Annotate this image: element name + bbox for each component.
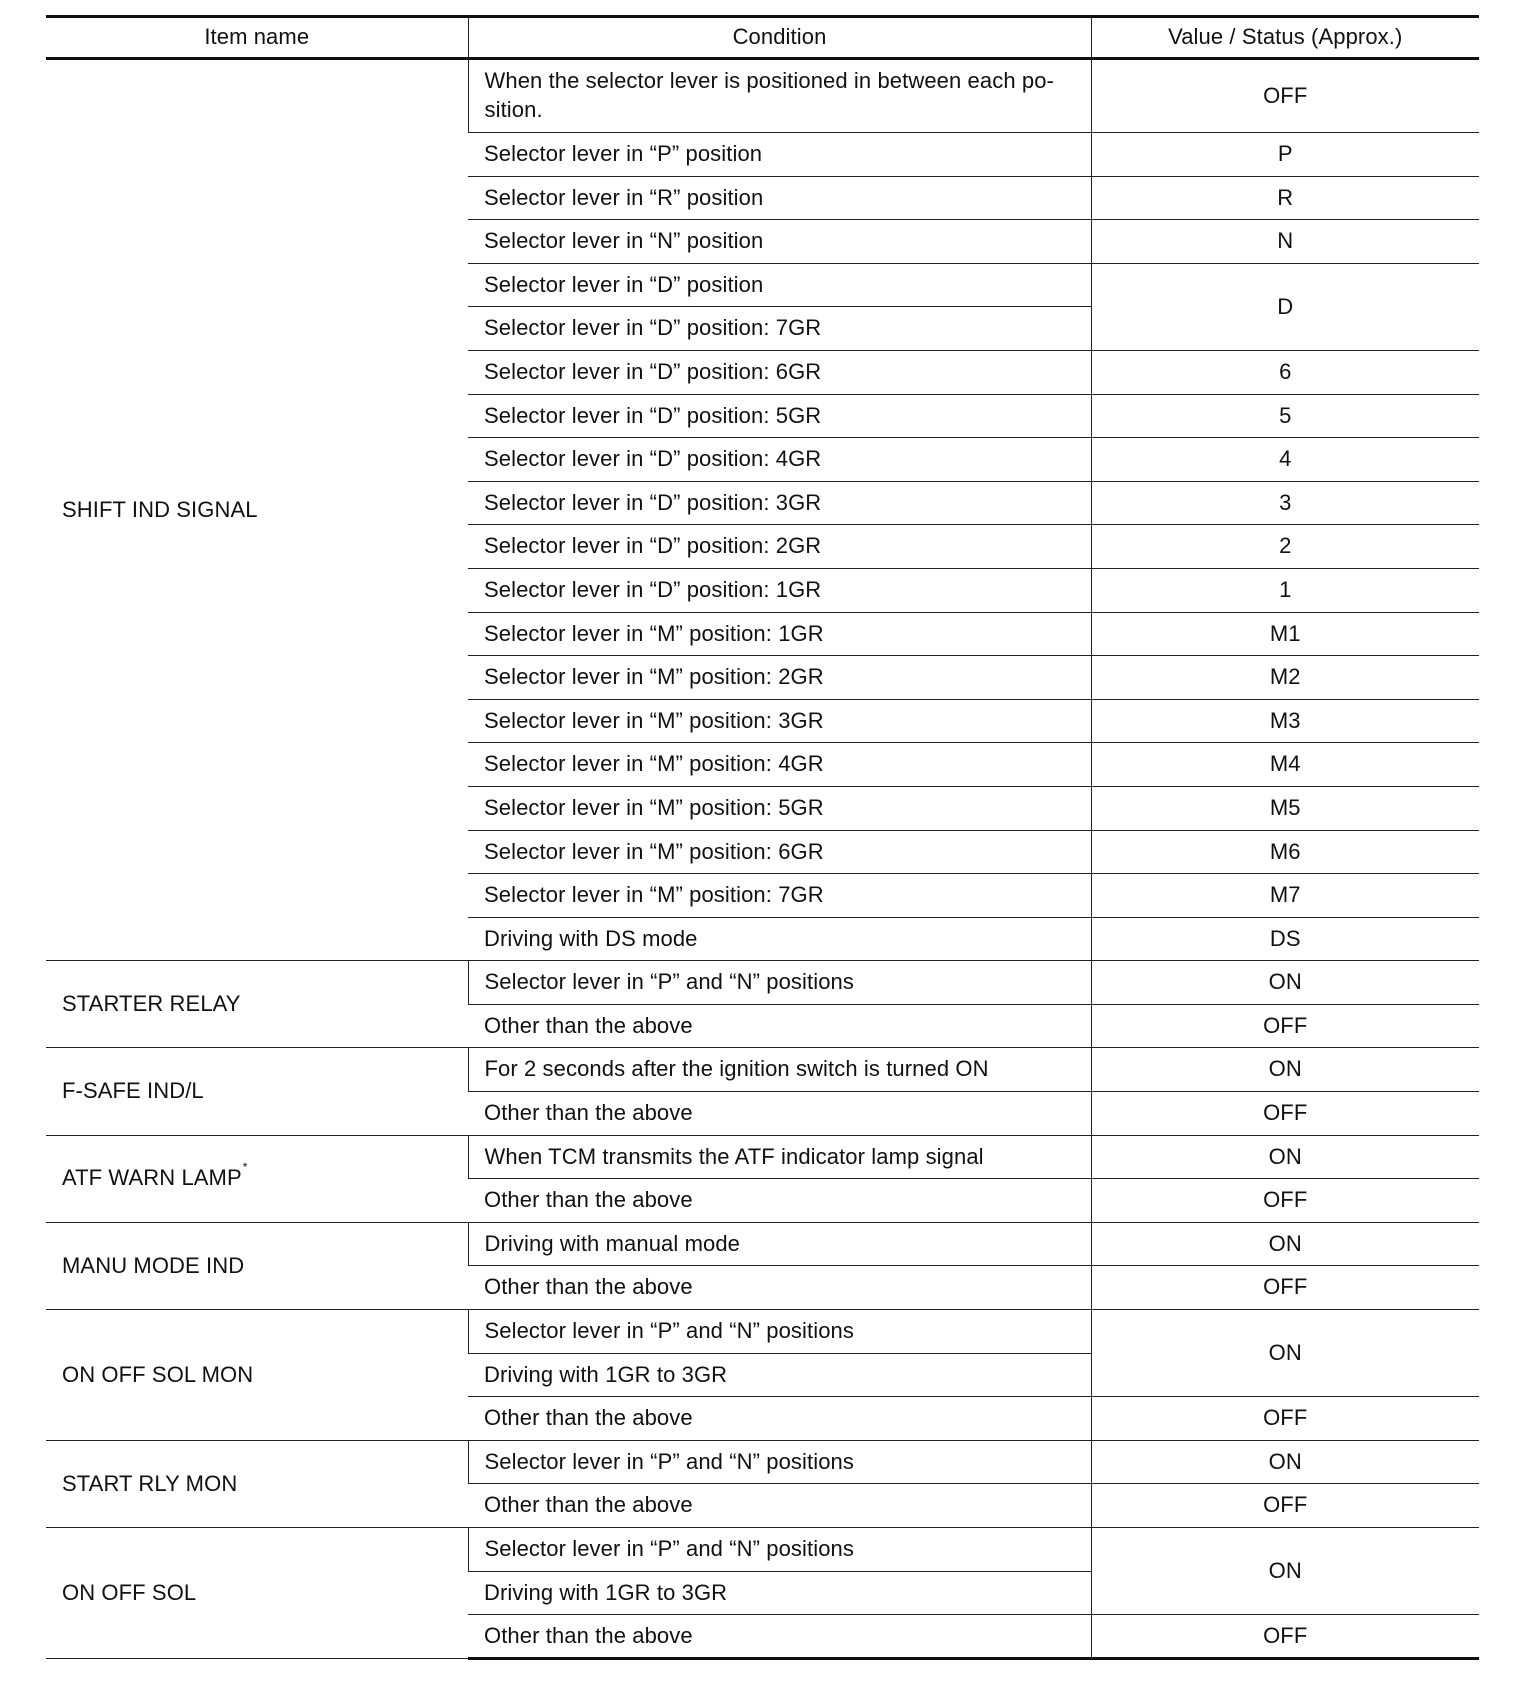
item-name-cell <box>46 1440 468 1527</box>
value-cell: M6 <box>1091 830 1479 874</box>
item-name-cell <box>46 1528 468 1659</box>
value-cell: D <box>1091 263 1479 350</box>
condition-cell: Selector lever in “D” position <box>468 263 1091 307</box>
condition-cell: Selector lever in “D” position: 1GR <box>468 568 1091 612</box>
condition-cell: Selector lever in “D” position: 5GR <box>468 394 1091 438</box>
value-cell: ON <box>1091 1528 1479 1615</box>
spec-table <box>46 15 1479 1660</box>
item-name-text: STARTER RELAY <box>62 991 241 1017</box>
condition-cell: Other than the above <box>468 1092 1091 1136</box>
value-cell: ON <box>1091 961 1479 1005</box>
condition-cell: Selector lever in “D” position: 6GR <box>468 350 1091 394</box>
value-cell: OFF <box>1091 1484 1479 1528</box>
condition-cell: Other than the above <box>468 1397 1091 1441</box>
condition-cell: Selector lever in “P” and “N” positions <box>468 1528 1091 1572</box>
item-name-cell <box>46 961 468 1048</box>
value-cell: OFF <box>1091 1092 1479 1136</box>
value-cell: ON <box>1091 1048 1479 1092</box>
value-cell: M4 <box>1091 743 1479 787</box>
value-cell: DS <box>1091 917 1479 961</box>
table-row <box>46 59 1479 133</box>
condition-cell: Other than the above <box>468 1004 1091 1048</box>
condition-cell: Selector lever in “R” position <box>468 176 1091 220</box>
value-cell: 4 <box>1091 438 1479 482</box>
condition-cell: When the selector lever is positioned in between each po- sition. <box>468 59 1091 133</box>
value-cell: 1 <box>1091 568 1479 612</box>
footnote-marker: * <box>242 1160 248 1175</box>
condition-cell: Selector lever in “P” and “N” positions <box>468 1440 1091 1484</box>
value-cell: OFF <box>1091 1615 1479 1659</box>
value-cell: ON <box>1091 1135 1479 1179</box>
condition-cell: Driving with manual mode <box>468 1222 1091 1266</box>
value-cell: OFF <box>1091 1397 1479 1441</box>
condition-cell: Selector lever in “N” position <box>468 220 1091 264</box>
value-cell: N <box>1091 220 1479 264</box>
value-cell: OFF <box>1091 1004 1479 1048</box>
condition-cell: Driving with 1GR to 3GR <box>468 1353 1091 1397</box>
item-name-text: F-SAFE IND/L <box>62 1078 204 1104</box>
condition-cell: Driving with DS mode <box>468 917 1091 961</box>
item-name-text: ON OFF SOL <box>62 1579 197 1605</box>
condition-cell: Selector lever in “M” position: 3GR <box>468 699 1091 743</box>
condition-cell: For 2 seconds after the ignition switch is turned ON <box>468 1048 1091 1092</box>
condition-cell: Selector lever in “M” position: 7GR <box>468 874 1091 918</box>
item-name-text: SHIFT IND SIGNAL <box>62 496 258 522</box>
condition-cell: Other than the above <box>468 1615 1091 1659</box>
condition-cell: Selector lever in “M” position: 6GR <box>468 830 1091 874</box>
table-row <box>46 1528 1479 1572</box>
value-cell: 6 <box>1091 350 1479 394</box>
value-cell: OFF <box>1091 59 1479 133</box>
table-row <box>46 1440 1479 1484</box>
value-cell: 5 <box>1091 394 1479 438</box>
table-body <box>46 59 1479 1659</box>
value-cell: OFF <box>1091 1266 1479 1310</box>
value-cell: M1 <box>1091 612 1479 656</box>
condition-cell: Selector lever in “M” position: 2GR <box>468 656 1091 700</box>
header-value-status: Value / Status (Approx.) <box>1091 17 1479 59</box>
item-name-text: START RLY MON <box>62 1470 238 1496</box>
condition-cell: Selector lever in “P” and “N” positions <box>468 1310 1091 1354</box>
value-cell: ON <box>1091 1222 1479 1266</box>
condition-cell: Driving with 1GR to 3GR <box>468 1571 1091 1615</box>
item-name-text: MANU MODE IND <box>62 1252 245 1278</box>
table-row <box>46 961 1479 1005</box>
item-name-cell <box>46 1048 468 1135</box>
table-row <box>46 1310 1479 1354</box>
item-name-cell <box>46 1310 468 1441</box>
value-cell: OFF <box>1091 1179 1479 1223</box>
condition-cell: Selector lever in “P” position <box>468 133 1091 177</box>
condition-cell: When TCM transmits the ATF indicator lamp signal <box>468 1135 1091 1179</box>
item-name-cell <box>46 1135 468 1222</box>
value-cell: R <box>1091 176 1479 220</box>
item-name-text: ATF WARN LAMP <box>62 1165 242 1191</box>
value-cell: ON <box>1091 1440 1479 1484</box>
value-cell: M5 <box>1091 786 1479 830</box>
condition-cell: Selector lever in “D” position: 4GR <box>468 438 1091 482</box>
table-row <box>46 1135 1479 1179</box>
value-cell: P <box>1091 133 1479 177</box>
condition-cell: Other than the above <box>468 1179 1091 1223</box>
item-name-cell <box>46 59 468 961</box>
item-name-cell <box>46 1222 468 1309</box>
condition-cell: Selector lever in “M” position: 1GR <box>468 612 1091 656</box>
table-header <box>46 17 1479 59</box>
value-cell: M2 <box>1091 656 1479 700</box>
table-row <box>46 1222 1479 1266</box>
item-name-text: ON OFF SOL MON <box>62 1361 254 1387</box>
condition-cell: Selector lever in “P” and “N” positions <box>468 961 1091 1005</box>
condition-cell: Selector lever in “D” position: 7GR <box>468 307 1091 351</box>
value-cell: M3 <box>1091 699 1479 743</box>
header-condition: Condition <box>468 17 1091 59</box>
header-row <box>46 17 1479 59</box>
table-row <box>46 1048 1479 1092</box>
condition-cell: Selector lever in “D” position: 2GR <box>468 525 1091 569</box>
value-cell: 2 <box>1091 525 1479 569</box>
value-cell: M7 <box>1091 874 1479 918</box>
value-cell: 3 <box>1091 481 1479 525</box>
condition-cell: Other than the above <box>468 1266 1091 1310</box>
condition-cell: Selector lever in “M” position: 4GR <box>468 743 1091 787</box>
header-item-name: Item name <box>46 17 468 59</box>
condition-cell: Selector lever in “M” position: 5GR <box>468 786 1091 830</box>
value-cell: ON <box>1091 1310 1479 1397</box>
condition-cell: Other than the above <box>468 1484 1091 1528</box>
condition-cell: Selector lever in “D” position: 3GR <box>468 481 1091 525</box>
